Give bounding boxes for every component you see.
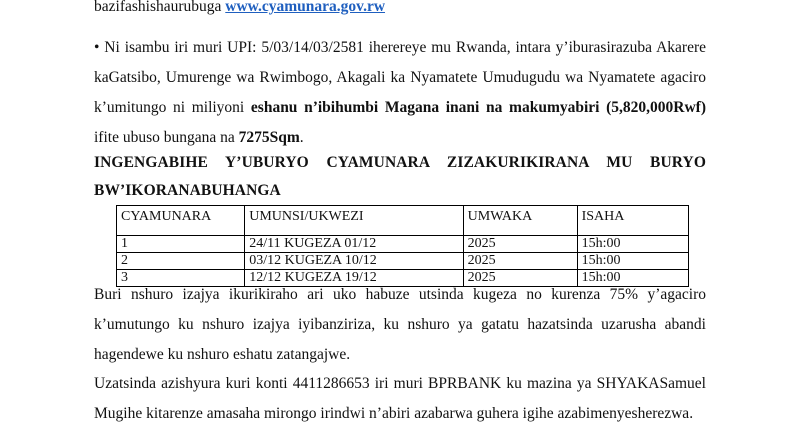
- schedule-header-row: [117, 206, 689, 236]
- payment-paragraph: Uzatsinda azishyura kuri konti 4411286653 iri muri BPRBANK ku mazina ya SHYAKASamuel Mugihe kitarenze amasaha mirongo irindwi n’abiri azabarwa guhera igihe azabimenyesherezwa.: [94, 375, 706, 422]
- property-text-3: .: [299, 129, 304, 146]
- property-text-1: • Ni isambu iri muri UPI: 5/03/14/03/2581 iherereye mu Rwanda, intara y’iburasirazuba Akarere kaGatsibo, Umurenge wa Rwimbogo, Akagali ka Nyamatete Umudugudu wa Nyamatete agaciro k’umitungo ni miliyoni: [94, 39, 706, 116]
- row-2-year: 2025: [463, 253, 577, 270]
- row-2-dates: 03/12 KUGEZA 10/12: [245, 253, 463, 270]
- header-isaha: ISAHA: [577, 206, 688, 236]
- property-text-2: ifite ubuso bungana na: [94, 129, 239, 146]
- header-umwaka: UMWAKA: [463, 206, 577, 236]
- row-1-year: 2025: [463, 236, 577, 253]
- row-3-year: 2025: [463, 270, 577, 287]
- row-1-number: 1: [117, 236, 245, 253]
- rules-paragraph: Buri nshuro izajya ikurikiraho ari uko habuze utsinda kugeza no kurenza 75% y’agaciro k’umutungo ku nshuro izajya iyibanziriza, ku nshuro ya gatatu hazatsinda uzarusha abandi hagendewe ku nshuro eshatu zatangajwe.: [94, 286, 706, 363]
- header-cyamunara: CYAMUNARA: [117, 206, 245, 236]
- table-row: [117, 236, 689, 253]
- row-2-number: 2: [117, 253, 245, 270]
- website-line: [94, 0, 706, 22]
- row-1-time: 15h:00: [577, 236, 688, 253]
- row-3-dates: 12/12 KUGEZA 19/12: [245, 270, 463, 287]
- header-umunsi: UMUNSI/UKWEZI: [245, 206, 463, 236]
- website-link[interactable]: www.cyamunara.gov.rw: [225, 0, 386, 15]
- row-2-time: 15h:00: [577, 253, 688, 270]
- row-3-number: 3: [117, 270, 245, 287]
- schedule-heading: INGENGABIHE Y’UBURYO CYAMUNARA ZIZAKURIKIRANA MU BURYO BW’IKORANABUHANGA: [94, 154, 706, 199]
- row-1-dates: 24/11 KUGEZA 01/12: [245, 236, 463, 253]
- property-area: 7275Sqm: [238, 129, 300, 146]
- row-3-time: 15h:00: [577, 270, 688, 287]
- property-paragraph: [94, 33, 706, 153]
- property-value-words: eshanu n’ibihumbi Magana inani na makumyabiri (5,820,000Rwf): [250, 99, 707, 116]
- table-row: [117, 253, 689, 270]
- schedule-table: [116, 205, 689, 287]
- website-prefix: bazifashishaurubuga: [94, 0, 226, 15]
